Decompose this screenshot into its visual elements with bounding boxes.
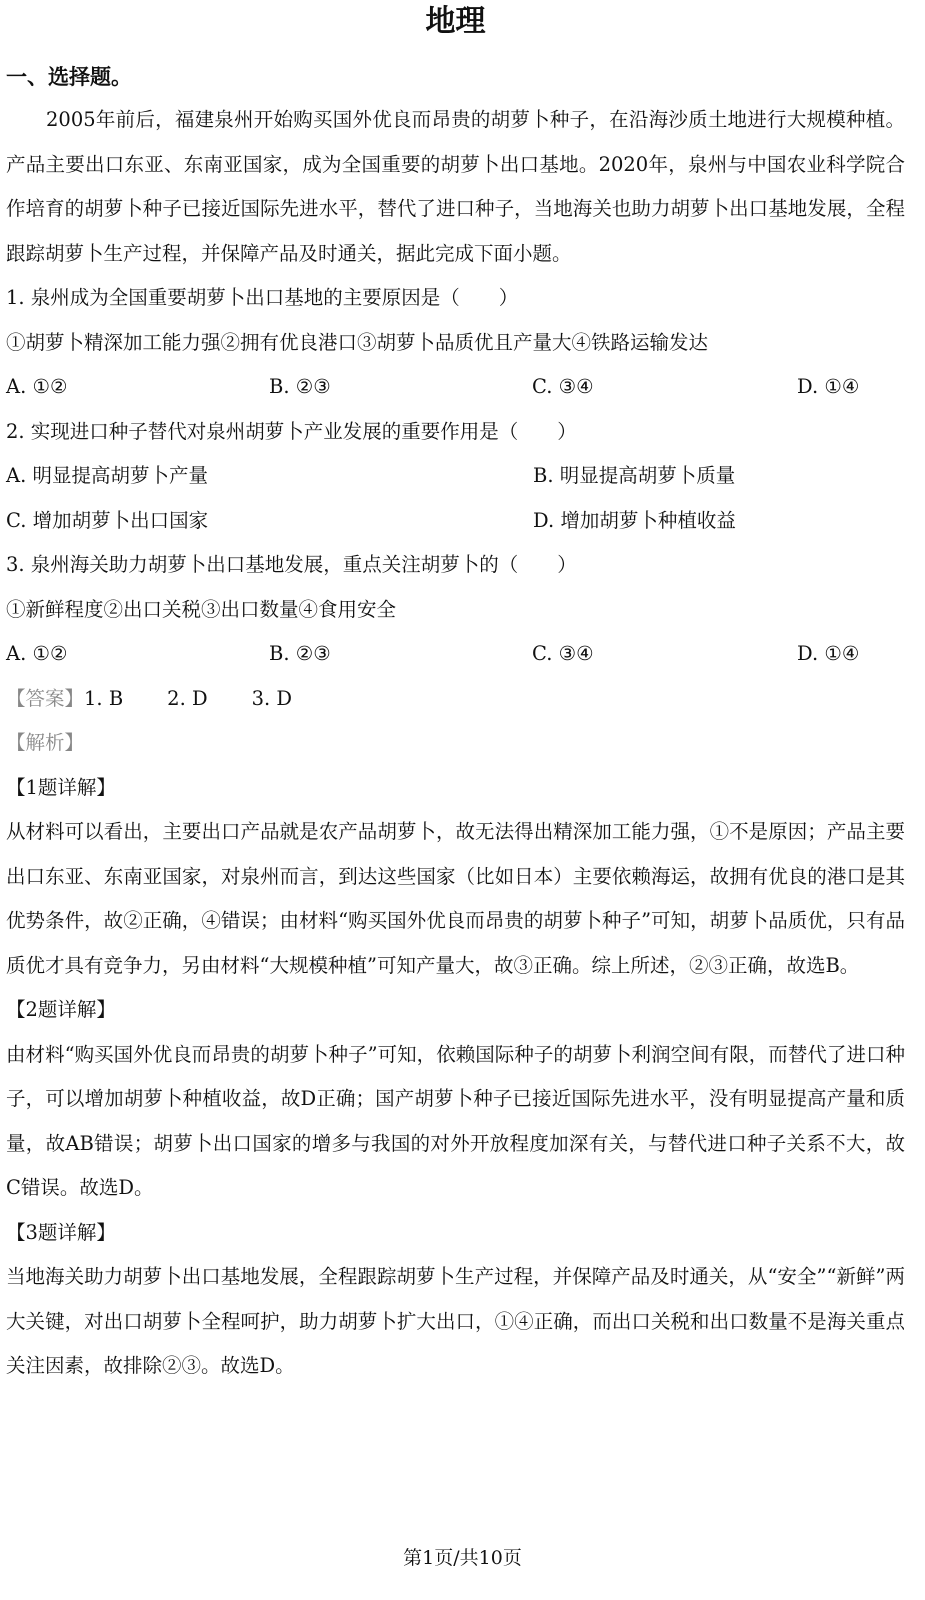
explanation-heading: 【3题详解】 [6, 1220, 116, 1244]
explanation-heading: 【1题详解】 [6, 775, 116, 799]
option-c: C. ③④ [532, 375, 594, 398]
explanation-2 [6, 988, 905, 1211]
section-heading: 一、选择题。 [6, 65, 132, 89]
explanation-heading: 【2题详解】 [6, 998, 116, 1021]
option-a: A. 明显提高胡萝卜产量 [6, 464, 208, 487]
answer-item: 1. B [84, 686, 124, 710]
page-footer: 第1页/共10页 [403, 1547, 522, 1569]
option-c: C. ③④ [532, 642, 594, 665]
question-stem: 3. 泉州海关助力胡萝卜出口基地发展，重点关注胡萝卜的（ ） [6, 553, 577, 576]
explanation-text: 从材料可以看出，主要出口产品就是农产品胡萝卜，故无法得出精深加工能力强，①不是原因；产品主要出口东亚、东南亚国家，对泉州而言，到达这些国家（比如日本）主要依赖海运，故拥有优良的港口是其优势条件，故②正确，④错误；由材料“购买国外优良而昂贵的胡萝卜种子”可知，胡萝卜品质优，只有品质优才具有竞争力，另由材料“大规模种植”可知产量大，故③正确。综上所述，②③正确，故选B。 [6, 820, 905, 977]
question-3 [6, 543, 905, 677]
question-stem: 1. 泉州成为全国重要胡萝卜出口基地的主要原因是（ ） [6, 286, 519, 309]
option-c: C. 增加胡萝卜出口国家 [6, 508, 209, 532]
option-d: D. ①④ [797, 375, 860, 398]
options-row [6, 365, 905, 410]
question-stem: 2. 实现进口种子替代对泉州胡萝卜产业发展的重要作用是（ ） [6, 419, 577, 443]
option-d: D. 增加胡萝卜种植收益 [533, 508, 736, 532]
explanation-3 [6, 1211, 905, 1389]
material-paragraph: 2005年前后，福建泉州开始购买国外优良而昂贵的胡萝卜种子，在沿海沙质土地进行大规模种植。产品主要出口东亚、东南亚国家，成为全国重要的胡萝卜出口基地。2020年，泉州与中国农业科学院合作培育的胡萝卜种子已接近国际先进水平，替代了进口种子，当地海关也助力胡萝卜出口基地发展，全程跟踪胡萝卜生产过程，并保障产品及时通关，据此完成下面小题。 [6, 108, 905, 265]
analysis-line [6, 721, 905, 766]
question-statements: ①新鲜程度②出口关税③出口数量④食用安全 [6, 597, 397, 621]
option-a: A. ①② [6, 375, 68, 398]
option-b: B. 明显提高胡萝卜质量 [533, 464, 736, 487]
option-b: B. ②③ [269, 375, 331, 398]
question-1 [6, 276, 905, 410]
option-b: B. ②③ [269, 642, 331, 665]
answer-item: 3. D [251, 686, 293, 710]
page-title: 地理 [425, 4, 486, 39]
options-row [6, 632, 905, 677]
answer-tag: 【答案】 [6, 686, 85, 710]
options-grid [6, 454, 905, 543]
option-a: A. ①② [6, 642, 68, 665]
question-2 [6, 410, 905, 544]
explanation-1 [6, 766, 905, 989]
explanation-text: 由材料“购买国外优良而昂贵的胡萝卜种子”可知，依赖国际种子的胡萝卜利润空间有限，而替代了进口种子，可以增加胡萝卜种植收益，故D正确；国产胡萝卜种子已接近国际先进水平，没有明显提高产量和质量，故AB错误；胡萝卜出口国家的增多与我国的对外开放程度加深有关，与替代进口种子关系不大，故C错误。故选D。 [6, 1042, 905, 1199]
option-d: D. ①④ [797, 642, 860, 665]
question-statements: ①胡萝卜精深加工能力强②拥有优良港口③胡萝卜品质优且产量大④铁路运输发达 [6, 330, 709, 354]
answer-item: 2. D [167, 686, 208, 710]
explanation-text: 当地海关助力胡萝卜出口基地发展，全程跟踪胡萝卜生产过程，并保障产品及时通关，从“安全”“新鲜”两大关键，对出口胡萝卜全程呵护，助力胡萝卜扩大出口，①④正确，而出口关税和出口数量不是海关重点关注因素，故排除②③。故选D。 [6, 1265, 905, 1377]
analysis-tag: 【解析】 [6, 731, 85, 754]
answer-line [6, 677, 905, 722]
